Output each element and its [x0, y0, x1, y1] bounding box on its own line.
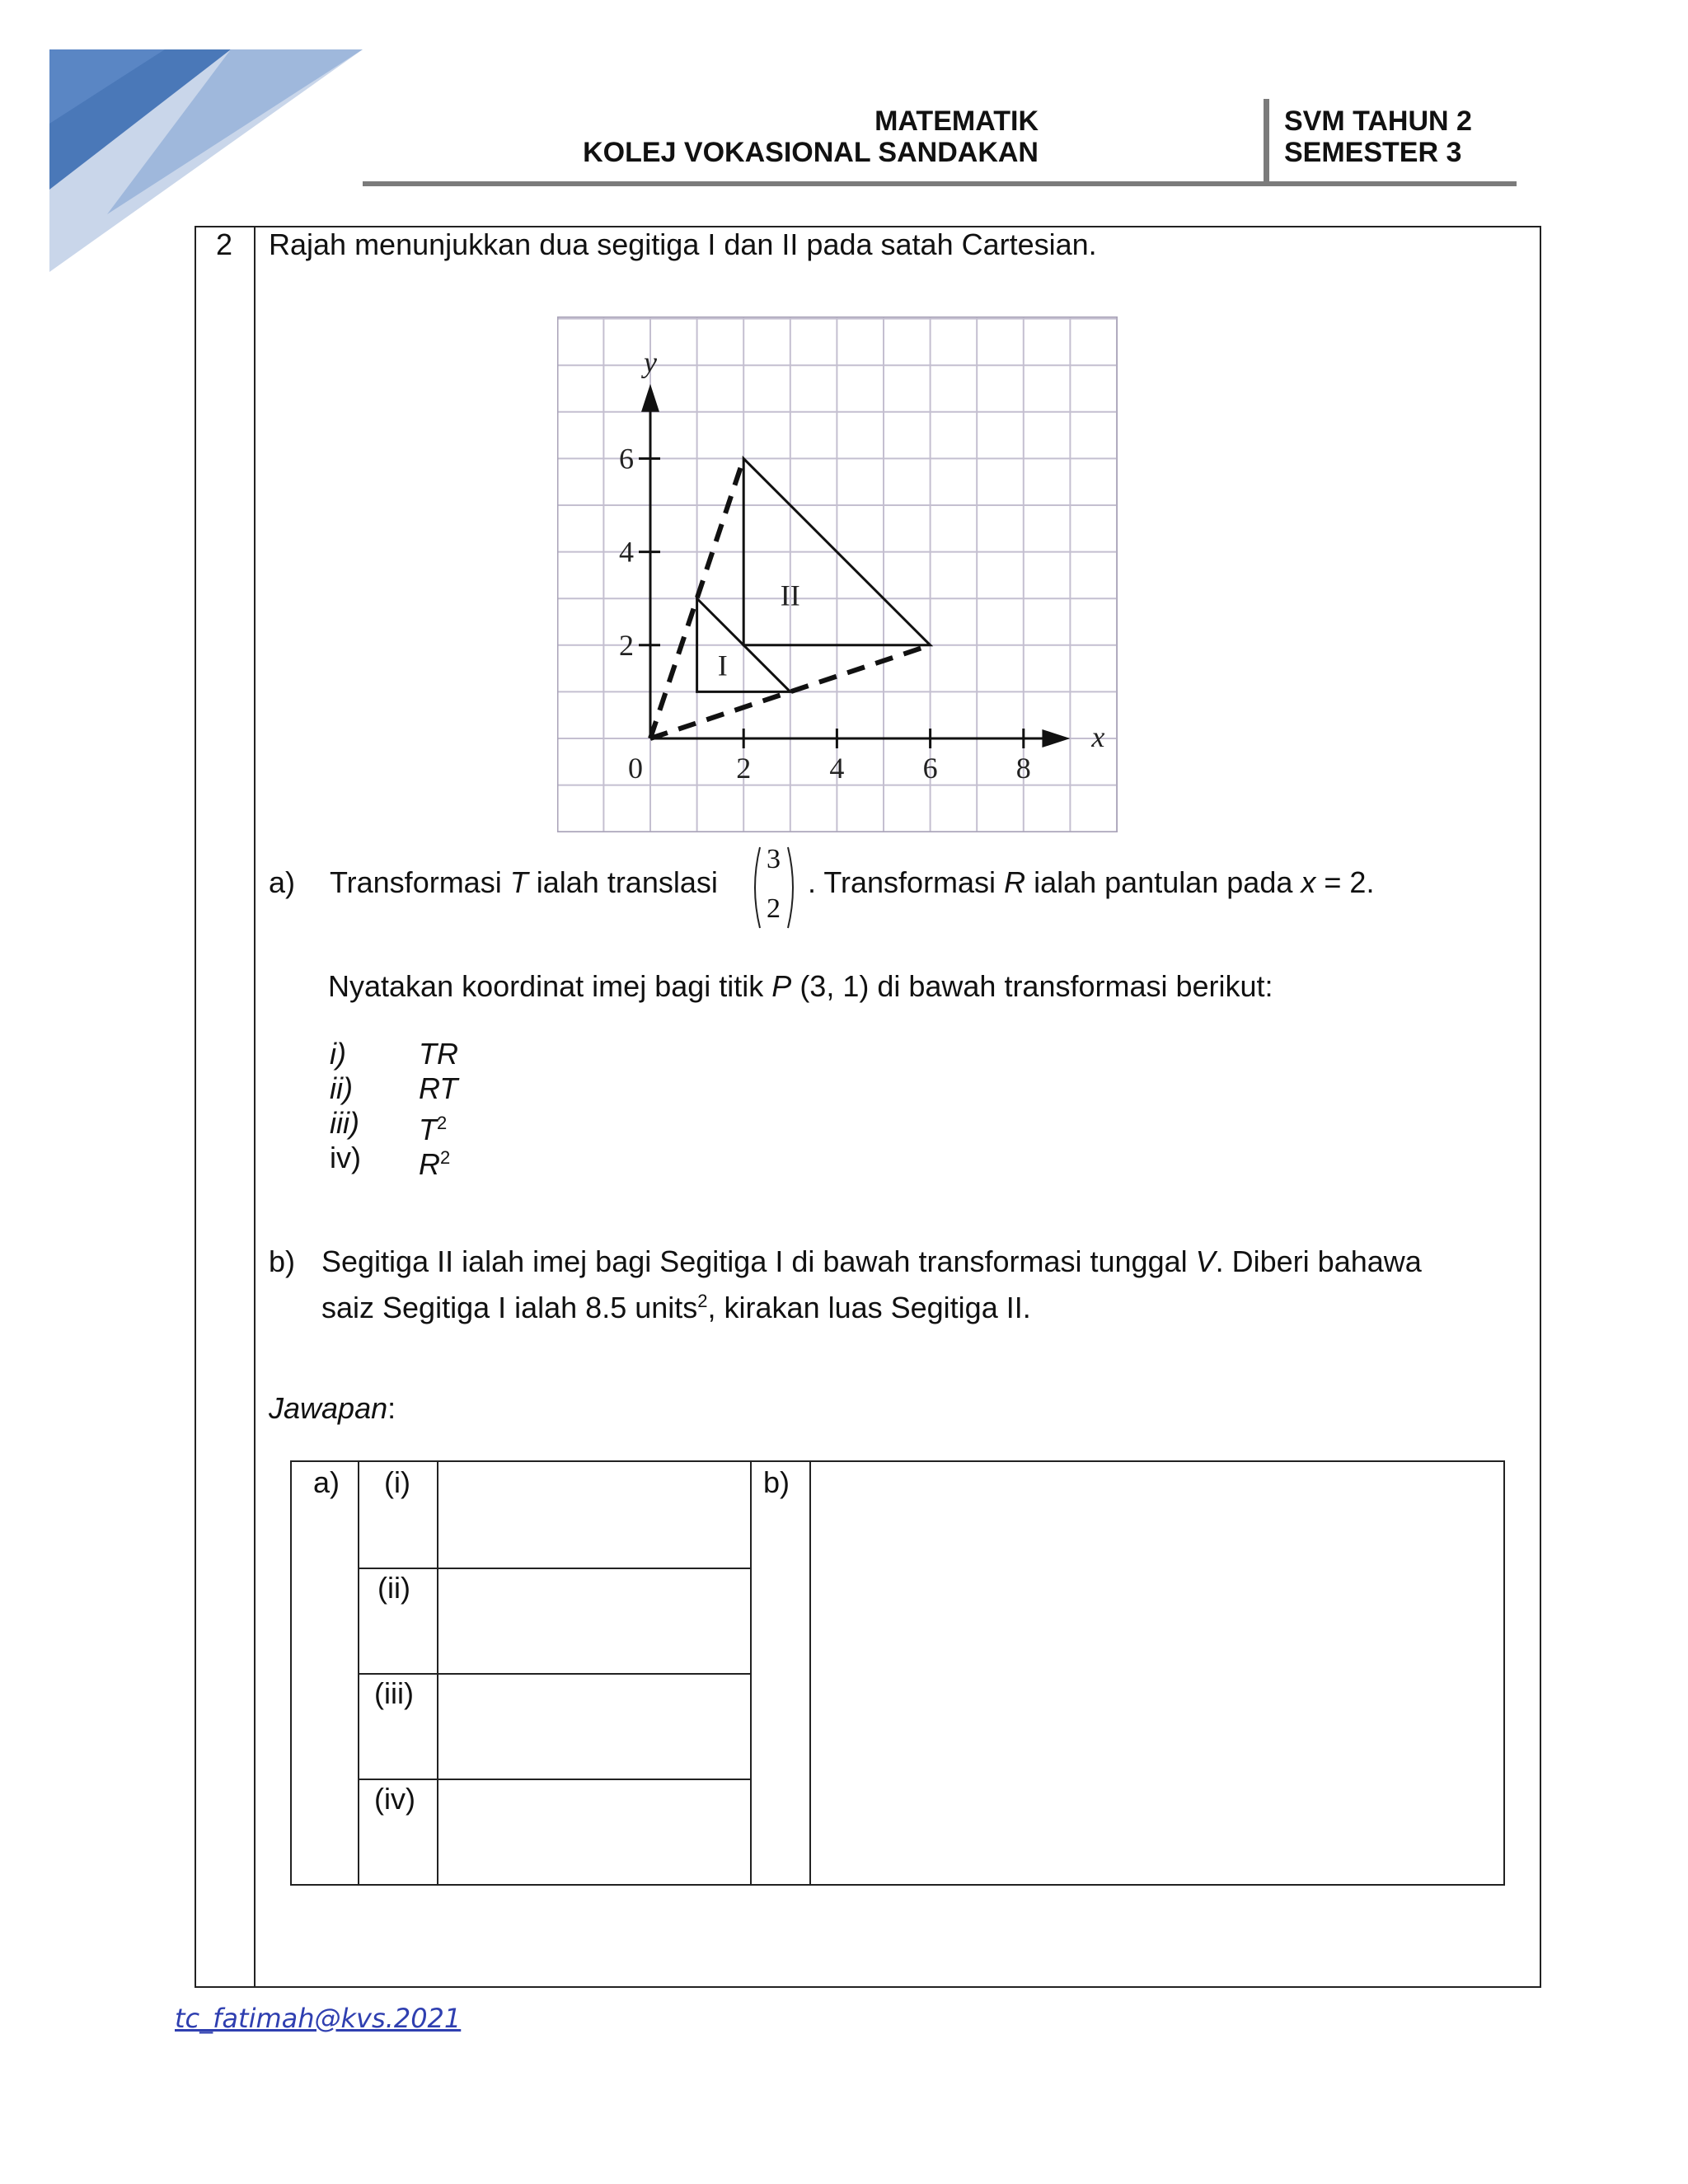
- footer-signature: tc_fatimah@kvs.2021: [175, 2003, 462, 2034]
- x-tick-label: 2: [736, 752, 752, 785]
- y-tick-label: 6: [619, 442, 634, 476]
- part-b-sup: 2: [697, 1291, 708, 1311]
- answer-field-i[interactable]: [438, 1462, 750, 1568]
- answer-field-iv[interactable]: [438, 1780, 750, 1884]
- instruction-2: (3, 1) di bawah transformasi berikut:: [799, 969, 1273, 1003]
- answer-label-text: Jawapan: [269, 1391, 388, 1425]
- y-tick-label: 4: [619, 535, 634, 569]
- x-tick-label: 8: [1015, 752, 1031, 785]
- item-num: iv): [330, 1141, 361, 1174]
- part-a-text-b: [808, 865, 1374, 900]
- part-a-text-5: = 2.: [1324, 865, 1375, 899]
- list-item: [330, 1106, 359, 1141]
- part-b-line-1: [321, 1244, 1422, 1279]
- header-subject: MATEMATIK: [874, 105, 1039, 137]
- list-item: [419, 1037, 458, 1071]
- vector-bottom: 2: [767, 893, 781, 924]
- answer-row-label: (iv): [374, 1782, 415, 1816]
- list-item: [330, 1037, 346, 1071]
- answer-field-iii[interactable]: [438, 1675, 750, 1779]
- instruction-P: P: [771, 969, 792, 1003]
- x-tick-label: 6: [922, 752, 938, 785]
- y-axis-label: y: [644, 345, 657, 379]
- part-a-text-3: . Transformasi: [808, 865, 996, 899]
- item-value: R: [419, 1147, 440, 1181]
- answer-row-label: (iii): [374, 1676, 414, 1710]
- part-b-text-4: , kirakan luas Segitiga II.: [707, 1291, 1031, 1324]
- part-a-text-1: Transformasi: [330, 865, 502, 899]
- item-value: RT: [419, 1071, 458, 1105]
- item-num: i): [330, 1037, 346, 1071]
- header-program: SVM TAHUN 2: [1284, 105, 1472, 137]
- part-b-text-2: . Diberi bahawa: [1215, 1244, 1422, 1278]
- answer-field-ii[interactable]: [438, 1569, 750, 1673]
- part-a-T: T: [509, 865, 528, 899]
- part-a-instruction: [328, 969, 1273, 1004]
- x-axis-arrow: [1042, 729, 1070, 748]
- x-tick-label: 4: [829, 752, 845, 785]
- answer-row-label: (ii): [377, 1571, 410, 1605]
- header-rule: [363, 181, 1517, 186]
- origin-label: 0: [628, 752, 643, 785]
- page-header: [363, 105, 1517, 188]
- list-item: [419, 1141, 450, 1182]
- part-b-V: V: [1195, 1244, 1216, 1278]
- part-a-text: [330, 865, 718, 900]
- part-b-line-2: [321, 1284, 1031, 1325]
- item-value: T: [419, 1113, 437, 1146]
- list-item: [419, 1071, 457, 1106]
- vector-top: 3: [767, 844, 781, 874]
- part-b-text-3: saiz Segitiga I ialah 8.5 units: [321, 1291, 698, 1324]
- item-sup: 2: [440, 1147, 451, 1168]
- list-item: [330, 1141, 361, 1175]
- answer-b-label: b): [763, 1465, 790, 1499]
- triangle-I-label: I: [717, 649, 728, 682]
- part-a-x: x: [1301, 865, 1316, 899]
- answer-colon: :: [387, 1391, 396, 1425]
- y-axis-arrow: [641, 384, 659, 412]
- answer-row-label: (i): [384, 1465, 410, 1499]
- triangle-II-label: II: [780, 579, 800, 612]
- cartesian-graph: [557, 316, 1118, 832]
- item-value: TR: [419, 1037, 458, 1071]
- item-num: ii): [330, 1071, 353, 1105]
- header-semester: SEMESTER 3: [1284, 137, 1462, 168]
- header-school: KOLEJ VOKASIONAL SANDAKAN: [583, 137, 1039, 168]
- part-a-text-2: ialah translasi: [536, 865, 718, 899]
- part-a-label: a): [269, 865, 296, 899]
- list-item: [330, 1071, 353, 1106]
- instruction-1: Nyatakan koordinat imej bagi titik: [328, 969, 764, 1003]
- question-number: 2: [216, 227, 233, 261]
- part-b-text-1: Segitiga II ialah imej bagi Segitiga I di bawah transformasi tunggal: [321, 1244, 1188, 1278]
- part-a-R: R: [1004, 865, 1026, 899]
- x-axis-label: x: [1091, 720, 1105, 753]
- translation-vector: [748, 844, 799, 931]
- item-sup: 2: [437, 1113, 448, 1133]
- part-a-text-4: ialah pantulan pada: [1034, 865, 1293, 899]
- answer-a-label: a): [313, 1465, 340, 1499]
- y-tick-label: 2: [619, 628, 634, 662]
- header-divider: [1264, 99, 1269, 181]
- answer-field-b[interactable]: [811, 1462, 1503, 1884]
- question-intro: Rajah menunjukkan dua segitiga I dan II pada satah Cartesian.: [269, 227, 1097, 261]
- question-number-divider: [254, 226, 256, 1988]
- answer-table: [290, 1460, 1505, 1886]
- part-b-label: b): [269, 1244, 296, 1278]
- item-num: iii): [330, 1106, 359, 1140]
- answer-label: [269, 1391, 396, 1426]
